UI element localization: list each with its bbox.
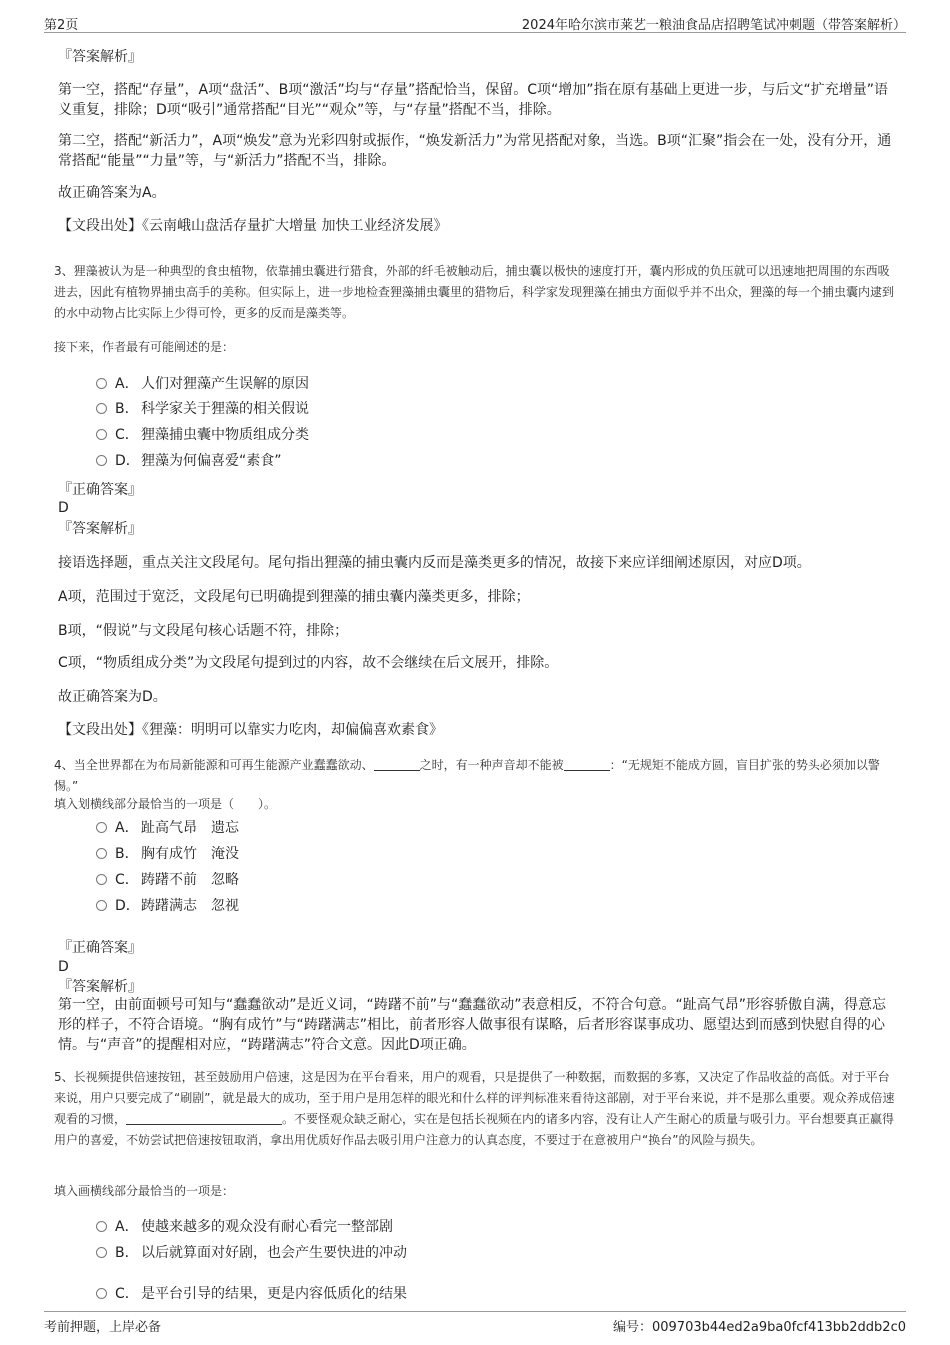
q3-analysis-p4: C项，“物质组成分类”为文段尾句提到过的内容，故不会继续在后文展开，排除。 xyxy=(58,655,559,671)
document-code: 编号：009703b44ed2a9ba0fcf413bb2ddb2c0 xyxy=(612,1320,906,1335)
q4-option-a[interactable]: A． 趾高气昂 遗忘 xyxy=(96,818,239,838)
q4-answer-label: 『正确答案』 xyxy=(58,940,142,956)
q2-analysis-label: 『答案解析』 xyxy=(58,49,142,65)
q5-option-a[interactable]: A． 使越来越多的观众没有耐心看完一整部剧 xyxy=(96,1217,393,1237)
radio-icon[interactable] xyxy=(96,1221,107,1232)
document-title: 2024年哈尔滨市莱艺一粮油食品店招聘笔试冲刺题（带答案解析） xyxy=(521,18,906,33)
q3-analysis-p1: 接语选择题，重点关注文段尾句。尾句指出狸藻的捕虫囊内反而是藻类更多的情况，故接下来应详细阐述原因，对应D项。 xyxy=(58,555,811,571)
q3-conclusion: 故正确答案为D。 xyxy=(58,689,167,705)
footer-slogan: 考前押题，上岸必备 xyxy=(44,1320,162,1335)
radio-icon[interactable] xyxy=(96,403,107,414)
page-number: 第2页 xyxy=(44,18,79,33)
radio-icon[interactable] xyxy=(96,1247,107,1258)
q3-option-a[interactable]: A． 人们对狸藻产生误解的原因 xyxy=(96,374,309,394)
q3-source: 【文段出处】《狸藻：明明可以靠实力吃肉，却偏偏喜欢素食》 xyxy=(58,722,443,738)
q4-option-c[interactable]: C． 踌躇不前 忽略 xyxy=(96,870,239,890)
q2-analysis-p1: 第一空，搭配“存量”，A项“盘活”、B项“激活”均与“存量”搭配恰当，保留。C项“增加”指在原有基础上更进一步，与后文“扩充增量”语义重复，排除；D项“吸引”通常搭配“目光”“观众”等，与“存量”搭配不当，排除。 xyxy=(58,82,888,118)
radio-icon[interactable] xyxy=(96,429,107,440)
q3-answer: D xyxy=(58,500,69,516)
q3-stem: 3、狸藻被认为是一种典型的食虫植物，依靠捕虫囊进行猎食，外部的纤毛被触动后，捕虫囊以极快的速度打开，囊内形成的负压就可以迅速地把周围的东西吸进去，因此有植物界捕虫高手的美称。但实际上，进一步地检查狸藻捕虫囊里的猎物后，科学家发现狸藻在捕虫方面似乎并不出众，狸藻的每一个捕虫囊内逮到的水中动物占比实际上少得可怜，更多的反而是藻类等。 xyxy=(54,264,895,320)
q5-prompt: 填入画横线部分最恰当的一项是： xyxy=(54,1184,235,1198)
q2-conclusion: 故正确答案为A。 xyxy=(58,185,166,201)
q2-source: 【文段出处】《云南峨山盘活存量扩大增量 加快工业经济发展》 xyxy=(58,218,448,234)
q3-option-d[interactable]: D．狸藻为何偏喜爱“素食” xyxy=(96,451,282,471)
q3-option-b[interactable]: B． 科学家关于狸藻的相关假说 xyxy=(96,399,309,419)
q4-prompt: 填入划横线部分最恰当的一项是（ ）。 xyxy=(54,797,277,811)
page-footer xyxy=(44,1311,906,1342)
page-header xyxy=(44,10,906,33)
q2-analysis-p2: 第二空，搭配“新活力”，A项“焕发”意为光彩四射或振作，“焕发新活力”为常见搭配对象，当选。B项“汇聚”指会在一处，没有分开，通常搭配“能量”“力量”等，与“新活力”搭配不当，排除。 xyxy=(58,133,892,169)
q3-analysis-p2: A项，范围过于宽泛，文段尾句已明确提到狸藻的捕虫囊内藻类更多，排除； xyxy=(58,589,530,605)
radio-icon[interactable] xyxy=(96,822,107,833)
q4-stem: 4、当全世界都在为布局新能源和可再生能源产业蠢蠢欲动、 之时，有一种声音却不能被 ：“无规矩不能成方圆，盲目扩张的势头必须加以警惕。” xyxy=(54,758,880,793)
q4-answer: D xyxy=(58,959,69,975)
q3-analysis-label: 『答案解析』 xyxy=(58,521,142,537)
q4-blank-2 xyxy=(564,758,610,771)
q5-stem: 5、长视频提供倍速按钮，甚至鼓励用户倍速，这是因为在平台看来，用户的观看，只是提供了一种数据，而数据的多寡，又决定了作品收益的高低。对于平台来说，用户只要完成了“刷剧”，就是最大的成功，至于用户是用怎样的眼光和什么样的评判标准来看待这部剧，对于平台来说，并不是那么重要。观众养成倍速观看的习惯， 。不要怪观众缺乏耐心，实在是包括长视频在内的诸多内容，没有让人产生耐心的质量与吸引力。平台想要真正赢得用户的喜爱，不妨尝试把倍速按钮取消，拿出用优质好作品去吸引用户注意力的认真态度，不要过于在意被用户“换台”的风险与损失。 xyxy=(54,1070,895,1147)
q3-option-c[interactable]: C． 狸藻捕虫囊中物质组成分类 xyxy=(96,425,309,445)
radio-icon[interactable] xyxy=(96,848,107,859)
q4-blank-1 xyxy=(374,758,420,771)
q3-prompt: 接下来，作者最有可能阐述的是： xyxy=(54,340,235,354)
q4-option-b[interactable]: B． 胸有成竹 淹没 xyxy=(96,844,239,864)
q4-analysis-p1: 第一空，由前面顿号可知与“蠢蠢欲动”是近义词，“踌躇不前”与“蠢蠢欲动”表意相反，不符合句意。“趾高气昂”形容骄傲自满，得意忘形的样子，不符合语境。“胸有成竹”与“踌躇满志”相比，前者形容人做事很有谋略，后者形容谋事成功、愿望达到而感到快慰自得的心情。与“声音”的提醒相对应，“踌躇满志”符合文意。因此D项正确。 xyxy=(58,997,887,1053)
radio-icon[interactable] xyxy=(96,874,107,885)
q3-analysis-p3: B项，“假说”与文段尾句核心话题不符，排除； xyxy=(58,623,349,639)
q3-answer-label: 『正确答案』 xyxy=(58,482,142,498)
q4-option-d[interactable]: D．踌躇满志 忽视 xyxy=(96,896,239,916)
radio-icon[interactable] xyxy=(96,1288,107,1299)
radio-icon[interactable] xyxy=(96,900,107,911)
q4-analysis-label: 『答案解析』 xyxy=(58,979,142,995)
radio-icon[interactable] xyxy=(96,455,107,466)
q5-blank xyxy=(126,1112,282,1125)
radio-icon[interactable] xyxy=(96,378,107,389)
q5-option-c[interactable]: C． 是平台引导的结果，更是内容低质化的结果 xyxy=(96,1284,407,1304)
q5-option-b[interactable]: B． 以后就算面对好剧，也会产生要快进的冲动 xyxy=(96,1243,407,1263)
